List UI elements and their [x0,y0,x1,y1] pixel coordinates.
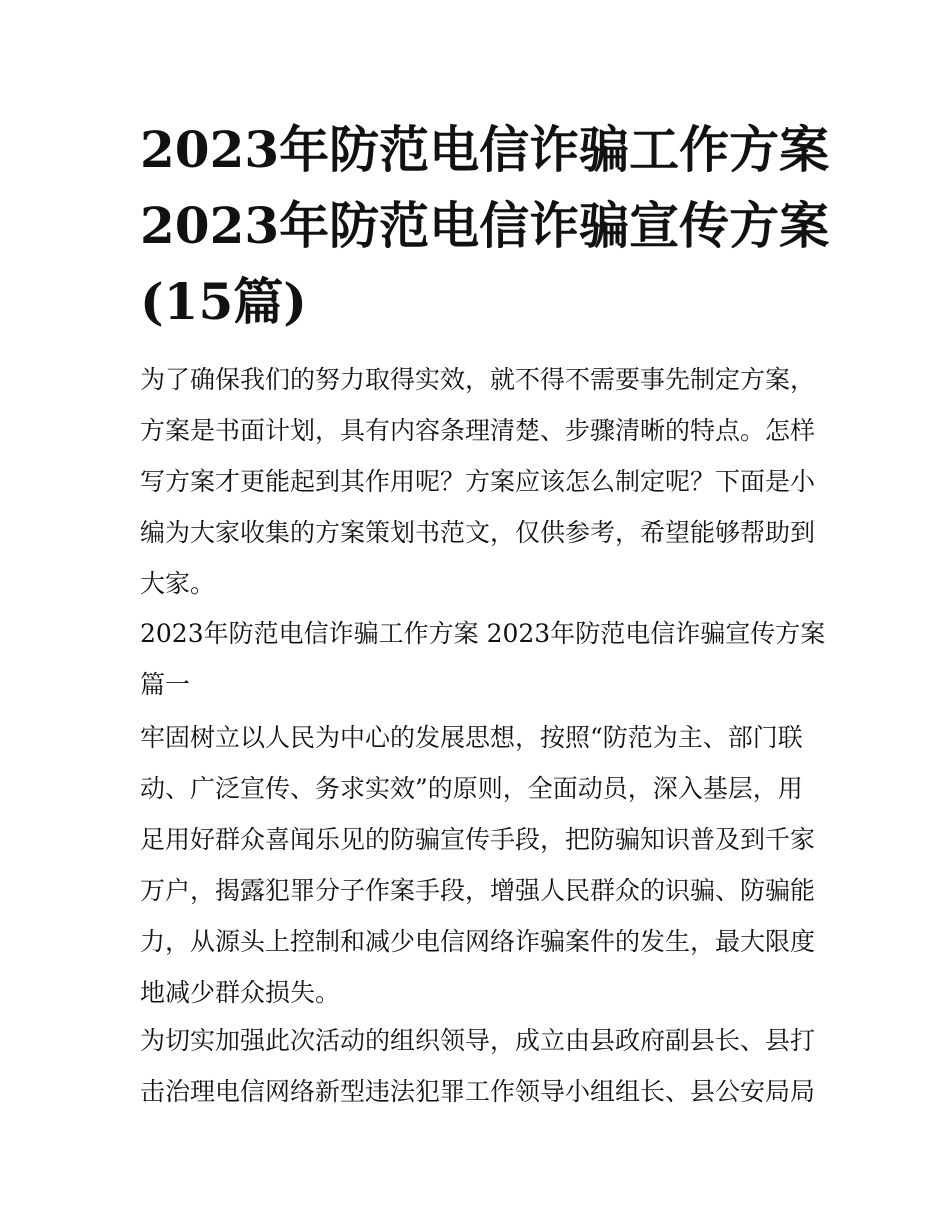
body-paragraph [140,712,820,1018]
text-line: 击治理电信网络新型违法犯罪工作领导小组组长、县公安局局 [140,1077,816,1106]
text-line: 足用好群众喜闻乐见的防骗宣传手段，把防骗知识普及到千家 [140,825,816,854]
section-heading [140,608,826,710]
intro-paragraph [140,354,820,609]
title-line: (15篇) [140,272,307,331]
text-line: 编为大家收集的方案策划书范文，仅供参考，希望能够帮助到 [140,518,816,547]
text-line: 动、广泛宣传、务求实效”的原则，全面动员，深入基层，用 [140,774,803,803]
text-line: 2023年防范电信诈骗工作方案 2023年防范电信诈骗宣传方案 [140,619,826,648]
body-paragraph [140,1015,820,1117]
text-line: 篇一 [140,670,191,699]
text-line: 地减少群众损失。 [140,978,341,1007]
text-line: 万户，揭露犯罪分子作案手段，增强人民群众的识骗、防骗能 [140,876,816,905]
title-line: 2023年防范电信诈骗工作方案 [140,120,830,179]
text-line: 力，从源头上控制和减少电信网络诈骗案件的发生，最大限度 [140,927,816,956]
title-line: 2023年防范电信诈骗宣传方案 [140,196,830,255]
text-line: 为切实加强此次活动的组织领导，成立由县政府副县长、县打 [140,1026,816,1055]
text-line: 方案是书面计划，具有内容条理清楚、步骤清晰的特点。怎样 [140,416,816,445]
text-line: 写方案才更能起到其作用呢？方案应该怎么制定呢？下面是小 [140,467,816,496]
document-title [140,112,830,340]
text-line: 牢固树立以人民为中心的发展思想，按照“防范为主、部门联 [140,723,803,752]
text-line: 大家。 [140,569,216,598]
text-line: 为了确保我们的努力取得实效，就不得不需要事先制定方案， [140,365,816,394]
